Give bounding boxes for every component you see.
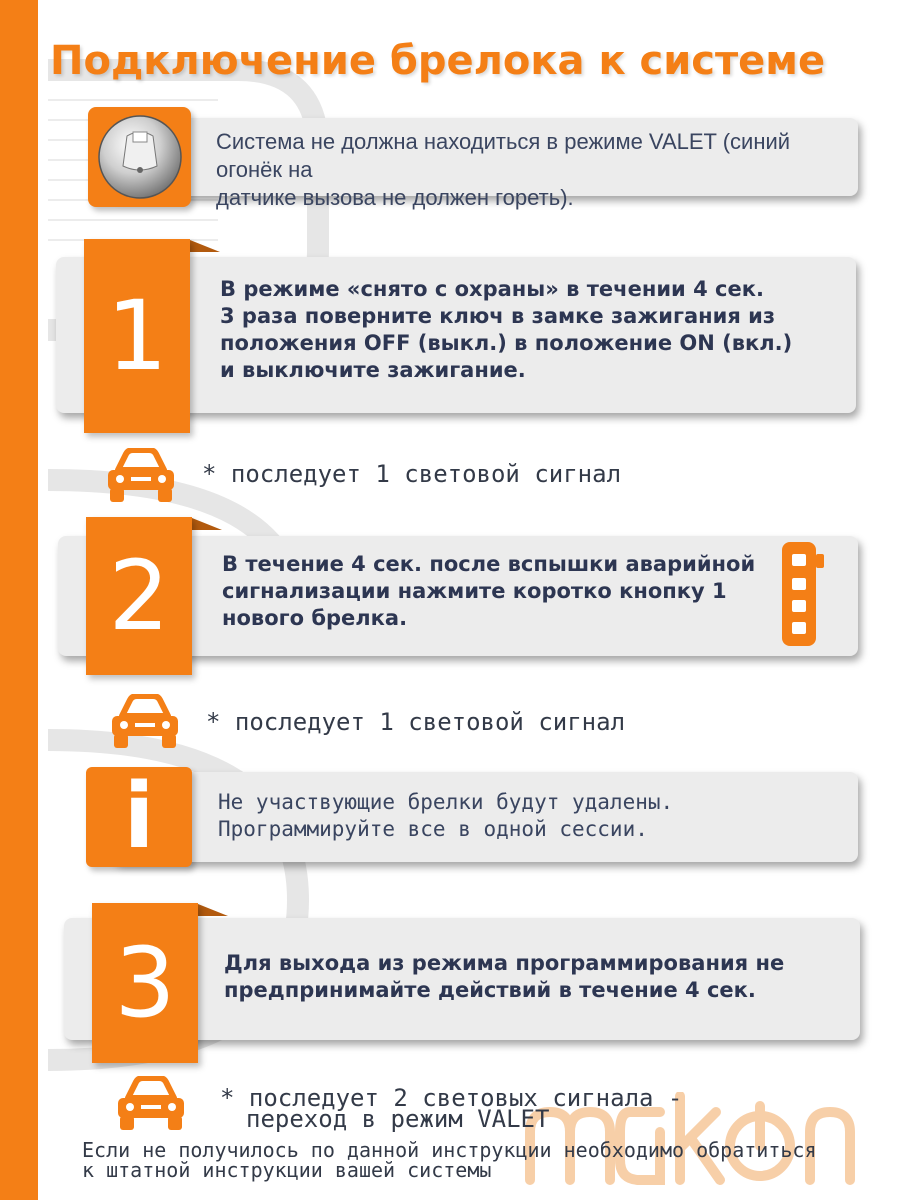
step-3-note-line: * последует 2 световых сигнала -: [220, 1084, 683, 1112]
info-number-box: [86, 764, 192, 869]
page-title: Подключение брелока к системе: [50, 38, 826, 84]
footer-note: [82, 1140, 882, 1180]
step-3-number-box: [92, 903, 198, 1063]
step-1-text: [220, 276, 840, 384]
step-1-number-box: [84, 239, 190, 433]
step-3-line: предпринимайте действий в течение 4 сек.: [224, 977, 756, 1002]
intro-text-line: Система не должна находиться в режиме VALET (синий огонёк на: [216, 129, 791, 183]
step-3-number: 3: [114, 927, 176, 1039]
step-3-note: [220, 1086, 682, 1131]
step-3-fold: [198, 904, 228, 916]
step-2-line: В течение 4 сек. после вспышки аварийной: [222, 552, 756, 576]
step-1-line: и выключите зажигание.: [220, 357, 526, 382]
call-sensor-icon: [88, 107, 191, 207]
info-line: Не участвующие брелки будут удалены.: [218, 790, 674, 814]
step-3-line: Для выхода из режима программирования не: [224, 951, 785, 975]
intro-text-line: датчике вызова не должен гореть).: [216, 185, 574, 211]
step-3-text: [224, 950, 844, 1004]
info-line: Программируйте все в одной сессии.: [218, 816, 648, 841]
step-2-line: сигнализации нажмите коротко кнопку 1: [222, 578, 727, 603]
car-icon: [110, 694, 180, 750]
step-2-text: [222, 551, 762, 632]
step-2-fold: [192, 518, 222, 530]
step-1-note: * последует 1 световой сигнал: [202, 460, 622, 488]
info-icon: i: [123, 764, 155, 869]
step-1-fold: [190, 240, 220, 252]
step-1-number: 1: [106, 280, 168, 392]
footer-line: к штатной инструкции вашей системы: [82, 1158, 492, 1182]
step-3-note-line: переход в режим VALET: [246, 1105, 550, 1133]
step-2-number-box: [86, 517, 192, 675]
key-fob-icon: [780, 540, 828, 650]
step-1-line: В режиме «снято с охраны» в течении 4 сек.: [220, 277, 764, 301]
car-icon: [106, 448, 176, 504]
step-1-line: положения OFF (выкл.) в положение ON (вкл.): [220, 330, 793, 355]
step-1-line: 3 раза поверните ключ в замке зажигания из: [220, 303, 776, 328]
info-text: [218, 789, 838, 843]
car-icon: [116, 1076, 186, 1132]
step-2-line: нового брелка.: [222, 605, 408, 630]
step-2-number: 2: [108, 540, 170, 652]
step-2-note: * последует 1 световой сигнал: [206, 708, 626, 736]
intro-text: [216, 128, 846, 212]
footer-line: Если не получилось по данной инструкции необходимо обратиться: [82, 1138, 817, 1162]
left-accent-stripe: [0, 0, 38, 1200]
